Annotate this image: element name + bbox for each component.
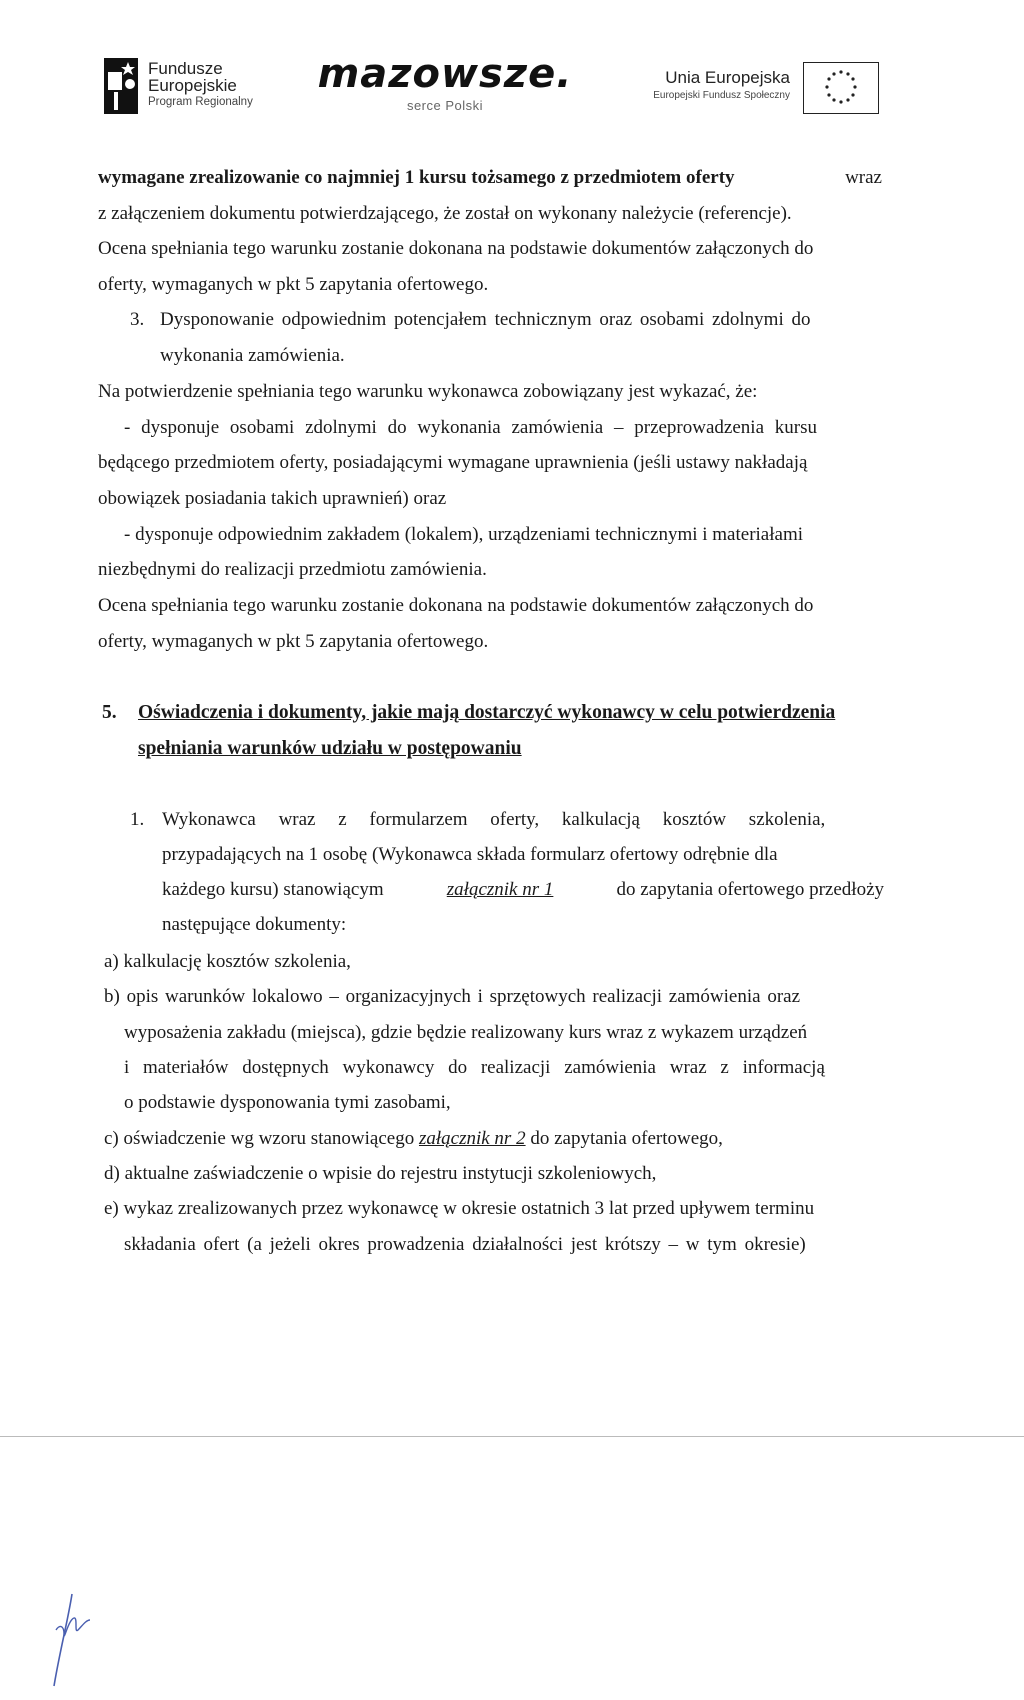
item3-number: 3.	[130, 309, 145, 330]
intro-line-4: oferty, wymaganych w pkt 5 zapytania ofertowego.	[98, 274, 489, 295]
section5-title-line-2: spełniania warunków udziału w postępowaniu	[138, 738, 522, 759]
fe-line2: Europejskie	[148, 76, 237, 95]
confirm-line-1: Na potwierdzenie spełniania tego warunku wykonawca zobowiązany jest wykazać, że:	[98, 381, 758, 402]
intro-line-2: z załączeniem dokumentu potwierdzającego, że został on wykonany należycie (referencje).	[98, 203, 792, 224]
list-item-b-line-1: b) opis warunków lokalowo – organizacyjnych i sprzętowych realizacji zamówienia oraz	[104, 986, 801, 1007]
item3-line-1: Dysponowanie odpowiednim potencjałem technicznym oraz osobami zdolnymi do	[160, 309, 811, 330]
mazowsze-wordmark: mazowsze.	[317, 51, 573, 97]
point1-number: 1.	[130, 809, 145, 830]
intro-line-1	[98, 166, 882, 190]
intro-line-3: Ocena spełniania tego warunku zostanie dokonana na podstawie dokumentów załączonych do	[98, 238, 814, 259]
item3-line-2: wykonania zamówienia.	[160, 345, 345, 366]
mazowsze-logo	[310, 52, 580, 118]
handwritten-initials-icon	[34, 1590, 94, 1700]
list-item-c	[104, 1127, 723, 1151]
condition-2-line-1: - dysponuje odpowiednim zakładem (lokalem), urządzeniami technicznymi i materiałami	[124, 524, 804, 545]
list-item-a: a) kalkulację kosztów szkolenia,	[104, 951, 351, 972]
list-item-e-line-1: e) wykaz zrealizowanych przez wykonawcę w okresie ostatnich 3 lat przed upływem terminu	[104, 1198, 815, 1219]
mazowsze-tagline: serce Polski	[406, 98, 484, 113]
assessment-line-1: Ocena spełniania tego warunku zostanie dokonana na podstawie dokumentów załączonych do	[98, 595, 814, 616]
fe-line3: Program Regionalny	[148, 96, 253, 108]
bottom-edge-line	[0, 1436, 1024, 1437]
list-item-b-line-3: i materiałów dostępnych wykonawcy do realizacji zamówienia wraz z informacją	[124, 1057, 825, 1078]
assessment-line-2: oferty, wymaganych w pkt 5 zapytania ofertowego.	[98, 631, 489, 652]
eu-flag-icon	[803, 62, 879, 114]
intro-line1-rest: wraz	[845, 167, 882, 188]
list-item-d: d) aktualne zaświadczenie o wpisie do rejestru instytucji szkoleniowych,	[104, 1163, 657, 1184]
eu-line1: Unia Europejska	[665, 68, 790, 87]
list-item-e-line-2: składania ofert (a jeżeli okres prowadzenia działalności jest krótszy – w tym okresie)	[124, 1234, 806, 1255]
attachment-1-link[interactable]: załącznik nr 1	[446, 879, 554, 900]
fe-flag-icon	[104, 58, 138, 114]
section5-number: 5.	[102, 702, 117, 723]
point1-line-3	[162, 878, 884, 902]
unia-europejska-logo	[620, 62, 880, 120]
condition-1-line-2: będącego przedmiotem oferty, posiadającymi wymagane uprawnienia (jeśli ustawy nakładają	[98, 452, 808, 473]
condition-2-line-2: niezbędnymi do realizacji przedmiotu zamówienia.	[98, 559, 487, 580]
attachment-2-link[interactable]: załącznik nr 2	[418, 1128, 526, 1149]
point1-line-4: następujące dokumenty:	[162, 914, 347, 935]
point1-line3-start: każdego kursu) stanowiącym	[162, 879, 384, 900]
point1-line-2: przypadających na 1 osobę (Wykonawca składa formularz ofertowy odrębnie dla	[162, 844, 778, 865]
condition-1-line-1: - dysponuje osobami zdolnymi do wykonania zamówienia – przeprowadzenia kursu	[124, 417, 817, 438]
list-item-b-line-2: wyposażenia zakładu (miejsca), gdzie będzie realizowany kurs wraz z wykazem urządzeń	[124, 1022, 808, 1043]
point1-line3-end: do zapytania ofertowego przedłoży	[616, 879, 884, 900]
condition-1-line-3: obowiązek posiadania takich uprawnień) oraz	[98, 488, 447, 509]
section5-title-line-1: Oświadczenia i dokumenty, jakie mają dostarczyć wykonawcy w celu potwierdzenia	[138, 702, 836, 723]
eu-line2: Europejski Fundusz Społeczny	[653, 90, 790, 101]
intro-bold-text: wymagane zrealizowanie co najmniej 1 kursu tożsamego z przedmiotem oferty	[98, 167, 735, 188]
list-item-b-line-4: o podstawie dysponowania tymi zasobami,	[124, 1092, 451, 1113]
fundusze-europejskie-logo	[104, 54, 314, 118]
list-item-c-end: do zapytania ofertowego,	[530, 1128, 723, 1149]
point1-line-1: Wykonawca wraz z formularzem oferty, kalkulacją kosztów szkolenia,	[162, 809, 826, 830]
fe-line1: Fundusze	[148, 59, 223, 78]
list-item-c-start: c) oświadczenie wg wzoru stanowiącego	[104, 1128, 415, 1149]
